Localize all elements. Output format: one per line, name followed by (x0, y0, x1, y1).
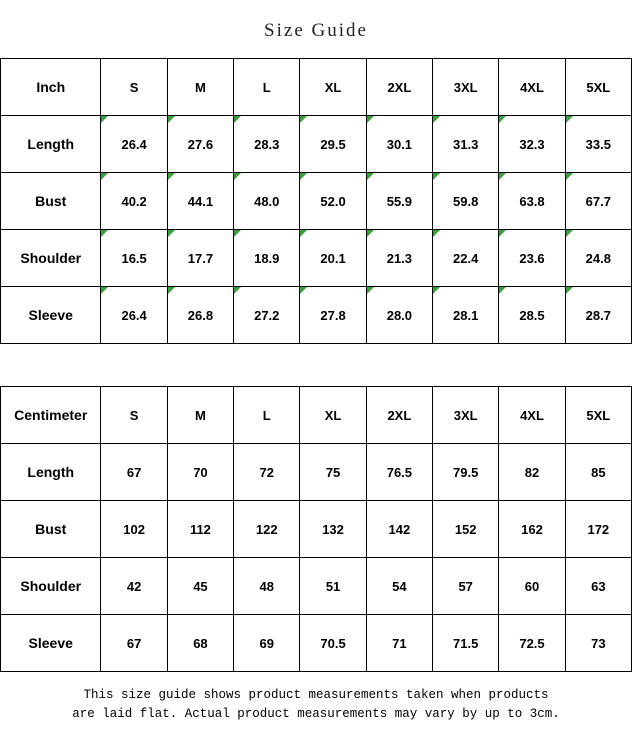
table-cell: 70.5 (300, 615, 366, 672)
cm-size-header: M (167, 387, 233, 444)
table-cell: 30.1 (366, 116, 432, 173)
table-header-row (1, 387, 632, 444)
table-cell: 57 (433, 558, 499, 615)
table-cell: 48 (234, 558, 300, 615)
row-label: Length (1, 116, 101, 173)
table-cell: 68 (167, 615, 233, 672)
table-cell: 28.5 (499, 287, 565, 344)
table-cell: 55.9 (366, 173, 432, 230)
table-row (1, 116, 632, 173)
table-cell: 82 (499, 444, 565, 501)
table-cell: 26.4 (101, 287, 167, 344)
table-cell: 85 (565, 444, 631, 501)
row-label: Length (1, 444, 101, 501)
inch-size-header: S (101, 59, 167, 116)
table-cell: 63 (565, 558, 631, 615)
table-cell: 67 (101, 444, 167, 501)
table-cell: 28.1 (433, 287, 499, 344)
table-cell: 63.8 (499, 173, 565, 230)
inch-size-header: 2XL (366, 59, 432, 116)
table-cell: 17.7 (167, 230, 233, 287)
table-cell: 33.5 (565, 116, 631, 173)
cm-size-header: L (234, 387, 300, 444)
table-cell: 122 (234, 501, 300, 558)
row-label: Bust (1, 501, 101, 558)
table-cell: 26.8 (167, 287, 233, 344)
cm-size-header: 2XL (366, 387, 432, 444)
table-header-row (1, 59, 632, 116)
table-cell: 16.5 (101, 230, 167, 287)
inch-size-header: L (234, 59, 300, 116)
table-cell: 28.0 (366, 287, 432, 344)
row-label: Bust (1, 173, 101, 230)
table-row (1, 558, 632, 615)
inch-unit-label: Inch (1, 59, 101, 116)
footnote (0, 672, 632, 725)
table-cell: 45 (167, 558, 233, 615)
centimeter-unit-label: Centimeter (1, 387, 101, 444)
table-cell: 26.4 (101, 116, 167, 173)
page-title: Size Guide (264, 20, 368, 41)
table-cell: 27.8 (300, 287, 366, 344)
table-cell: 75 (300, 444, 366, 501)
footnote-line-2: are laid flat. Actual product measurements may vary by up to 3cm. (72, 707, 560, 722)
table-cell: 29.5 (300, 116, 366, 173)
table-cell: 172 (565, 501, 631, 558)
table-row (1, 501, 632, 558)
table-cell: 42 (101, 558, 167, 615)
table-row (1, 287, 632, 344)
table-cell: 44.1 (167, 173, 233, 230)
table-cell: 162 (499, 501, 565, 558)
table-cell: 48.0 (234, 173, 300, 230)
table-cell: 27.6 (167, 116, 233, 173)
table-cell: 28.3 (234, 116, 300, 173)
table-cell: 24.8 (565, 230, 631, 287)
inch-size-header: 4XL (499, 59, 565, 116)
inch-size-table (0, 58, 632, 344)
table-cell: 76.5 (366, 444, 432, 501)
table-cell: 112 (167, 501, 233, 558)
table-cell: 73 (565, 615, 631, 672)
table-cell: 27.2 (234, 287, 300, 344)
cm-size-header: 3XL (433, 387, 499, 444)
table-cell: 21.3 (366, 230, 432, 287)
table-cell: 67 (101, 615, 167, 672)
table-row (1, 444, 632, 501)
footnote-line-1: This size guide shows product measurements taken when products (83, 688, 549, 702)
centimeter-size-table (0, 386, 632, 672)
table-cell: 132 (300, 501, 366, 558)
table-cell: 54 (366, 558, 432, 615)
inch-size-header: 3XL (433, 59, 499, 116)
table-separator (0, 344, 632, 386)
table-cell: 31.3 (433, 116, 499, 173)
table-cell: 67.7 (565, 173, 631, 230)
table-cell: 142 (366, 501, 432, 558)
table-cell: 20.1 (300, 230, 366, 287)
row-label: Shoulder (1, 558, 101, 615)
row-label: Shoulder (1, 230, 101, 287)
table-cell: 152 (433, 501, 499, 558)
table-cell: 72 (234, 444, 300, 501)
row-label: Sleeve (1, 287, 101, 344)
table-cell: 71.5 (433, 615, 499, 672)
inch-size-header: 5XL (565, 59, 631, 116)
table-cell: 28.7 (565, 287, 631, 344)
cm-size-header: S (101, 387, 167, 444)
row-label: Sleeve (1, 615, 101, 672)
table-cell: 102 (101, 501, 167, 558)
inch-size-header: XL (300, 59, 366, 116)
table-cell: 72.5 (499, 615, 565, 672)
table-cell: 22.4 (433, 230, 499, 287)
table-cell: 59.8 (433, 173, 499, 230)
inch-size-header: M (167, 59, 233, 116)
table-cell: 23.6 (499, 230, 565, 287)
table-cell: 70 (167, 444, 233, 501)
table-row (1, 230, 632, 287)
cm-size-header: 5XL (565, 387, 631, 444)
table-cell: 71 (366, 615, 432, 672)
table-cell: 69 (234, 615, 300, 672)
cm-size-header: XL (300, 387, 366, 444)
table-cell: 52.0 (300, 173, 366, 230)
table-row (1, 615, 632, 672)
table-cell: 18.9 (234, 230, 300, 287)
table-cell: 51 (300, 558, 366, 615)
table-cell: 32.3 (499, 116, 565, 173)
table-cell: 79.5 (433, 444, 499, 501)
table-cell: 60 (499, 558, 565, 615)
table-cell: 40.2 (101, 173, 167, 230)
table-row (1, 173, 632, 230)
cm-size-header: 4XL (499, 387, 565, 444)
